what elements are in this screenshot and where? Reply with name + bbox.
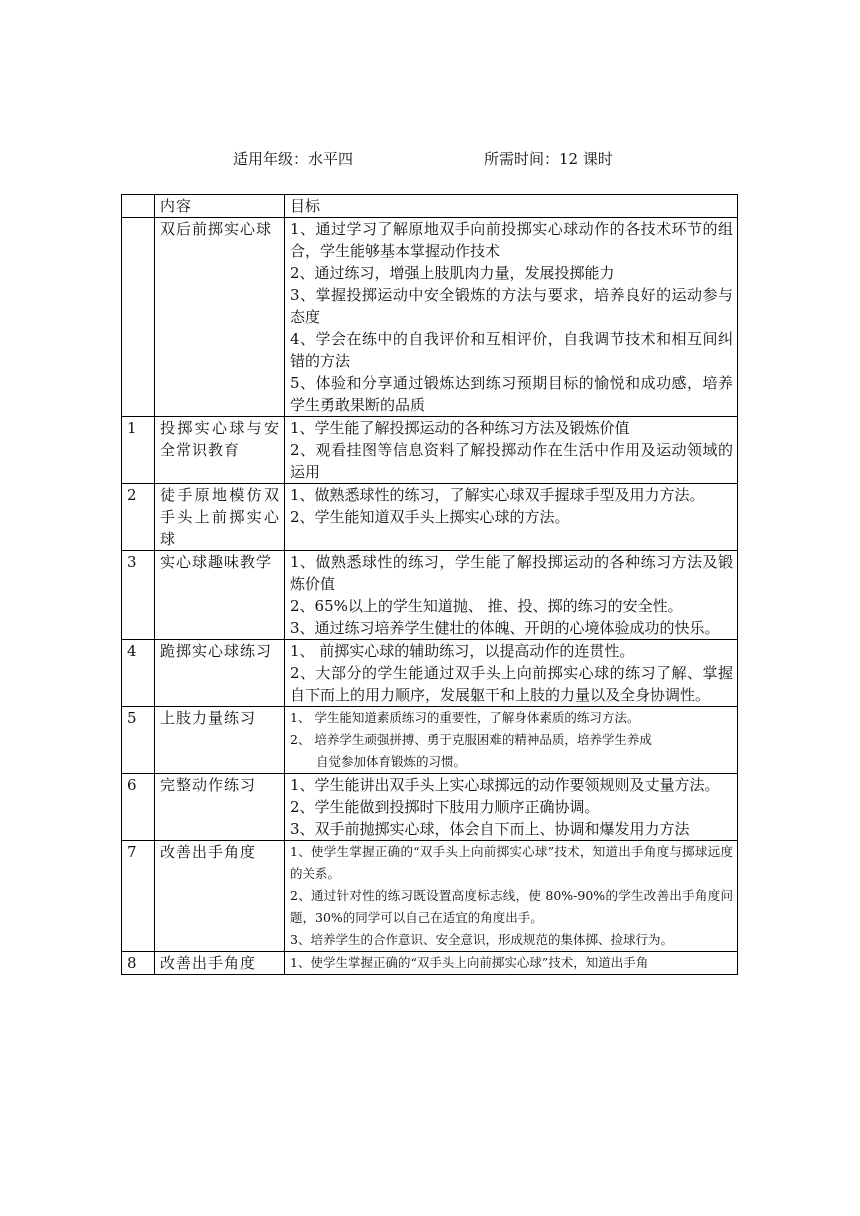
row-goals bbox=[285, 551, 738, 640]
goal-line: 2、65%以上的学生知道抛、 推、投、掷的练习的安全性。 bbox=[290, 597, 683, 615]
goal-line: 1、使学生掌握正确的“双手头上向前掷实心球”技术，知道出手角度与掷球远度的关系。 bbox=[290, 844, 733, 881]
goal-line: 1、 学生能知道素质练习的重要性，了解身体素质的练习方法。 bbox=[290, 710, 640, 725]
row-content: 上肢力量练习 bbox=[155, 707, 285, 774]
header-cell-number bbox=[122, 195, 155, 218]
goal-line: 3、掌握投掷运动中安全锻炼的方法与要求，培养良好的运动参与态度 bbox=[290, 286, 733, 326]
goal-line: 2、学生能做到投掷时下肢用力顺序正确协调。 bbox=[290, 798, 600, 816]
row-goals bbox=[285, 707, 738, 774]
row-number: 8 bbox=[122, 952, 155, 975]
row-goals bbox=[285, 218, 738, 417]
grade-level-text: 适用年级：水平四 bbox=[233, 150, 354, 168]
goal-line: 4、学会在练中的自我评价和互相评价，自我调节技术和相互间纠错的方法 bbox=[290, 330, 733, 370]
row-content: 改善出手角度 bbox=[155, 952, 285, 975]
row-content: 实心球趣味教学 bbox=[155, 551, 285, 640]
goal-line: 2、学生能知道双手头上掷实心球的方法。 bbox=[290, 508, 570, 526]
goal-line: 5、体验和分享通过锻炼达到练习预期目标的愉悦和成功感，培养学生勇敢果断的品质 bbox=[290, 374, 733, 414]
row-number bbox=[122, 218, 155, 417]
row-content: 改善出手角度 bbox=[155, 841, 285, 952]
goal-line: 1、学生能讲出双手头上实心球掷远的动作要领规则及丈量方法。 bbox=[290, 776, 720, 794]
row-goals bbox=[285, 640, 738, 707]
goal-line: 1、使学生掌握正确的“双手头上向前掷实心球”技术，知道出手角 bbox=[290, 955, 649, 970]
goal-line: 2、通过针对性的练习既设置高度标志线，使 80%-90%的学生改善出手角度问题，30%的同学可以自己在适宜的角度出手。 bbox=[290, 888, 733, 925]
row-content: 跪掷实心球练习 bbox=[155, 640, 285, 707]
header-cell-goal: 目标 bbox=[285, 195, 738, 218]
table-header-row bbox=[122, 195, 738, 218]
table-row bbox=[122, 841, 738, 952]
table-row bbox=[122, 952, 738, 975]
goal-line: 1、做熟悉球性的练习，了解实心球双手握球手型及用力方法。 bbox=[290, 486, 705, 504]
goal-line: 3、通过练习培养学生健壮的体魄、开朗的心境体验成功的快乐。 bbox=[290, 619, 720, 637]
goal-line: 2、观看挂图等信息资料了解投掷动作在生活中作用及运动领域的运用 bbox=[290, 441, 733, 481]
row-number: 7 bbox=[122, 841, 155, 952]
goal-line: 1、通过学习了解原地双手向前投掷实心球动作的各技术环节的组合，学生能够基本掌握动作技术 bbox=[290, 220, 733, 260]
goal-line: 1、学生能了解投掷运动的各种练习方法及锻炼价值 bbox=[290, 419, 630, 437]
goal-line: 自觉参加体育锻炼的习惯。 bbox=[316, 754, 467, 769]
goal-line: 2、大部分的学生能通过双手头上向前掷实心球的练习了解、掌握自下而上的用力顺序，发展躯干和上肢的力量以及全身协调性。 bbox=[290, 664, 733, 704]
row-number: 5 bbox=[122, 707, 155, 774]
table-row bbox=[122, 417, 738, 484]
row-content: 徒手原地模仿双手头上前掷实心球 bbox=[155, 484, 285, 551]
row-goals bbox=[285, 774, 738, 841]
goal-line: 3、培养学生的合作意识、安全意识，形成规范的集体掷、捡球行为。 bbox=[290, 932, 673, 947]
row-content: 投掷实心球与安全常识教育 bbox=[155, 417, 285, 484]
row-goals bbox=[285, 417, 738, 484]
row-number: 3 bbox=[122, 551, 155, 640]
table-row bbox=[122, 774, 738, 841]
goal-line: 2、通过练习，增强上肢肌肉力量，发展投掷能力 bbox=[290, 264, 615, 282]
header-cell-content: 内容 bbox=[155, 195, 285, 218]
goal-line: 1、 前掷实心球的辅助练习，以提高动作的连贯性。 bbox=[290, 642, 635, 660]
row-number: 1 bbox=[122, 417, 155, 484]
row-number: 4 bbox=[122, 640, 155, 707]
row-goals bbox=[285, 841, 738, 952]
row-goals bbox=[285, 484, 738, 551]
goal-line: 1、做熟悉球性的练习，学生能了解投掷运动的各种练习方法及锻炼价值 bbox=[290, 553, 733, 593]
row-number: 6 bbox=[122, 774, 155, 841]
duration-text: 所需时间：12 课时 bbox=[484, 150, 613, 168]
goal-line: 2、 培养学生顽强拼搏、勇于克服困难的精神品质，培养学生养成 bbox=[290, 732, 652, 747]
page-header bbox=[0, 148, 860, 174]
table-row bbox=[122, 218, 738, 417]
table-row bbox=[122, 484, 738, 551]
table-row bbox=[122, 640, 738, 707]
table-row bbox=[122, 707, 738, 774]
row-number: 2 bbox=[122, 484, 155, 551]
row-content: 双后前掷实心球 bbox=[155, 218, 285, 417]
row-content: 完整动作练习 bbox=[155, 774, 285, 841]
goal-line: 3、双手前抛掷实心球，体会自下而上、协调和爆发用力方法 bbox=[290, 820, 690, 838]
row-goals bbox=[285, 952, 738, 975]
lesson-plan-table bbox=[121, 194, 738, 975]
table-row bbox=[122, 551, 738, 640]
